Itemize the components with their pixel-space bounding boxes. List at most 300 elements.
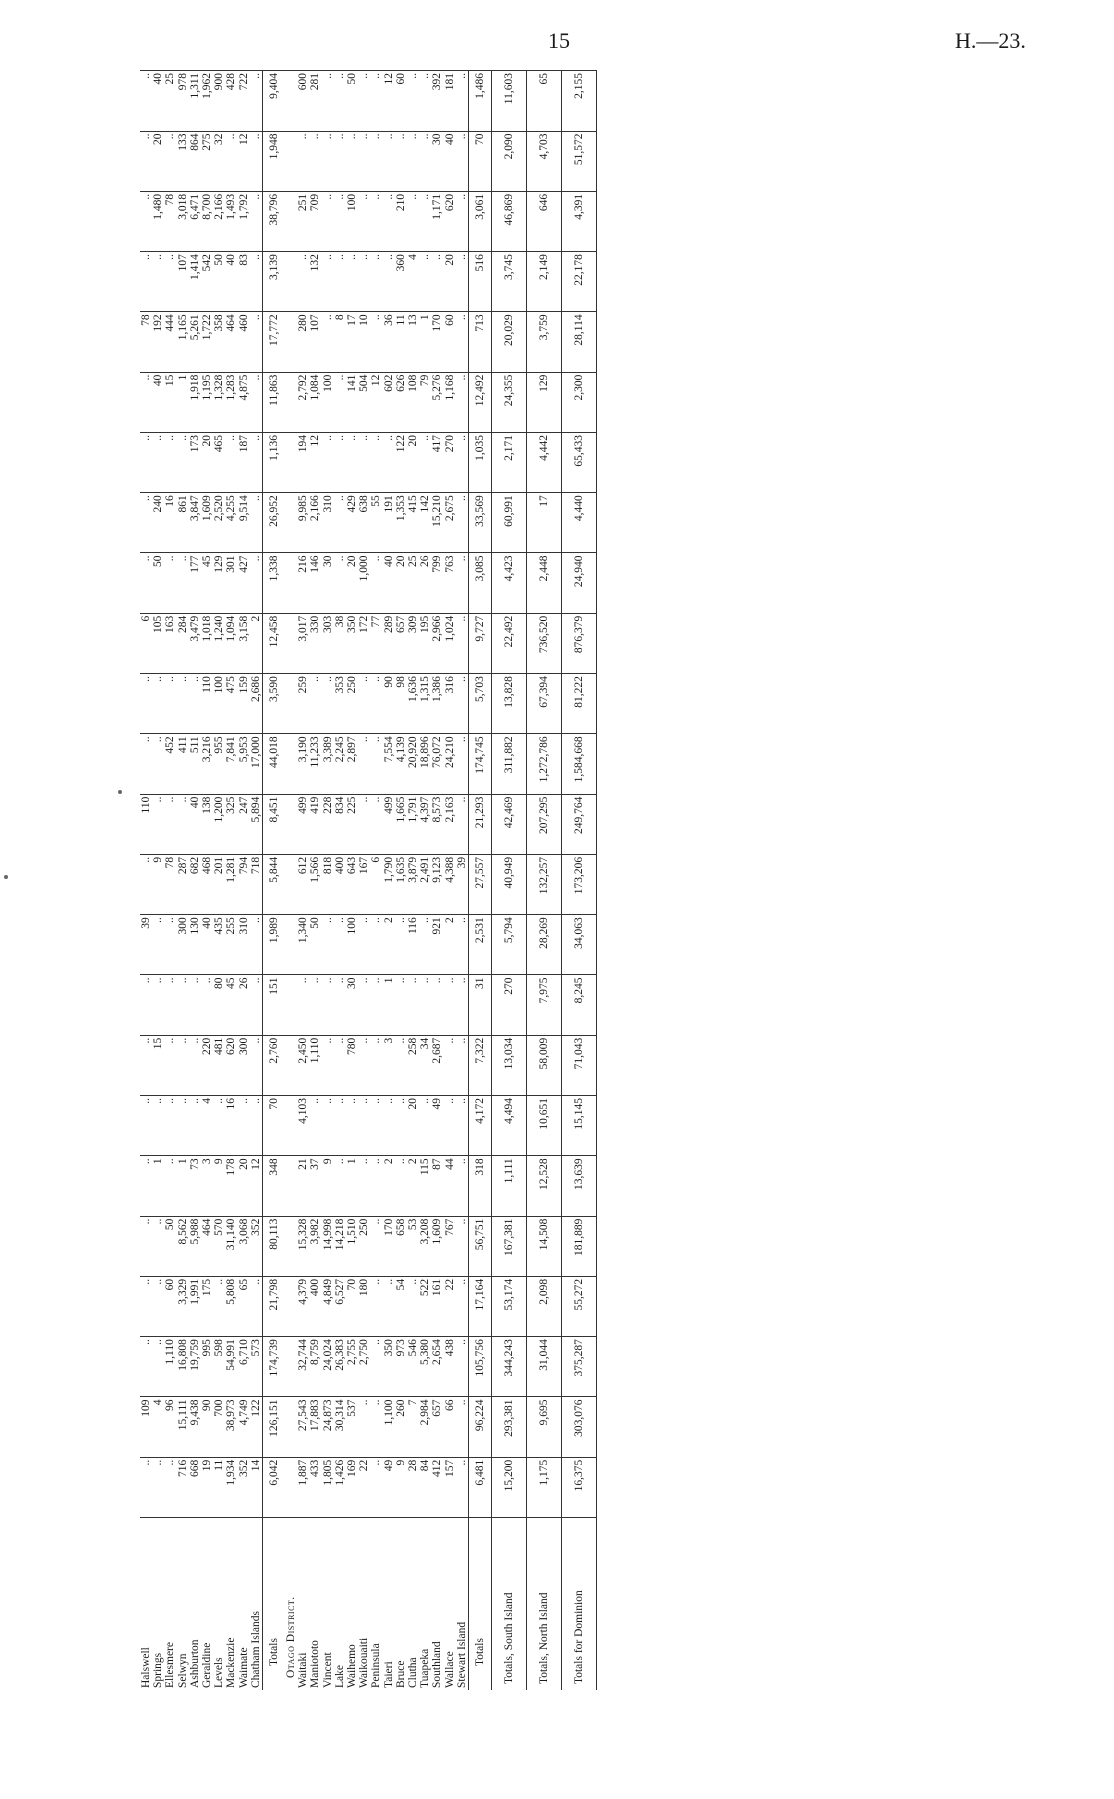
table-cell: .. — [456, 1276, 469, 1336]
table-cell — [285, 794, 297, 854]
table-cell: 14,998 — [322, 1216, 334, 1276]
table-cell: 1,171 — [431, 191, 443, 251]
table-cell: 141 — [346, 372, 358, 432]
table-cell: .. — [177, 1035, 189, 1095]
table-cell: 3,139 — [263, 252, 286, 312]
table-cell: .. — [140, 734, 152, 794]
table-cell: .. — [370, 191, 382, 251]
table-cell: 8,573 — [431, 794, 443, 854]
table-cell: 172 — [358, 613, 370, 673]
table-cell: .. — [140, 1276, 152, 1336]
table-cell: 834 — [334, 794, 346, 854]
table-cell: .. — [250, 975, 263, 1035]
table-cell: 9 — [395, 1457, 407, 1517]
table-cell: 293,381 — [492, 1397, 527, 1457]
table-cell: 1,315 — [419, 674, 431, 734]
row-label: Vincent — [322, 1518, 334, 1691]
table-cell: .. — [456, 975, 469, 1035]
table-body — [140, 71, 597, 1691]
table-cell — [285, 312, 297, 372]
table-cell: .. — [419, 915, 431, 975]
table-cell: 316 — [444, 674, 456, 734]
table-cell: 2,755 — [346, 1337, 358, 1397]
table-cell: 2 — [383, 915, 395, 975]
table-cell: .. — [370, 1035, 382, 1095]
table-cell: 522 — [419, 1276, 431, 1336]
table-cell: 1,168 — [444, 372, 456, 432]
table-cell: .. — [334, 252, 346, 312]
table-cell: 270 — [444, 432, 456, 492]
row-label: Bruce — [395, 1518, 407, 1691]
table-cell: 19,759 — [189, 1337, 201, 1397]
table-cell: 1 — [177, 372, 189, 432]
table-cell: 475 — [225, 674, 237, 734]
table-cell: .. — [444, 1035, 456, 1095]
table-cell: 116 — [407, 915, 419, 975]
table-cell: .. — [383, 1096, 395, 1156]
table-cell: 2,155 — [562, 71, 597, 132]
table-cell: 132 — [309, 252, 321, 312]
table-cell: 1,311 — [189, 71, 201, 132]
table-cell: 20 — [346, 553, 358, 613]
table-cell: 81,222 — [562, 674, 597, 734]
table-cell: .. — [431, 975, 443, 1035]
table-cell: .. — [358, 1035, 370, 1095]
table-cell: 2,098 — [527, 1276, 562, 1336]
table-cell: 1,566 — [309, 854, 321, 914]
table-cell: 5,380 — [419, 1337, 431, 1397]
table-cell: 6 — [370, 854, 382, 914]
table-cell: 12,492 — [469, 372, 492, 432]
table-cell: .. — [297, 131, 309, 191]
table-cell: 1,948 — [263, 131, 286, 191]
table-cell: 228 — [322, 794, 334, 854]
table-cell: 718 — [250, 854, 263, 914]
table-cell: 1,000 — [358, 553, 370, 613]
row-label: Selwyn — [177, 1518, 189, 1691]
table-cell: 3,190 — [297, 734, 309, 794]
table-cell: 2,654 — [431, 1337, 443, 1397]
table-cell: .. — [456, 1096, 469, 1156]
table-cell: 1,493 — [225, 191, 237, 251]
table-cell: 1,480 — [152, 191, 164, 251]
table-cell: .. — [358, 1397, 370, 1457]
table-cell: 6,710 — [238, 1337, 250, 1397]
table-cell: 400 — [334, 854, 346, 914]
row-label: Ellesmere — [164, 1518, 176, 1691]
table-cell: 122 — [250, 1397, 263, 1457]
table-cell: .. — [250, 71, 263, 132]
table-cell: 96,224 — [469, 1397, 492, 1457]
table-row — [309, 71, 321, 1691]
table-cell: 4,103 — [297, 1096, 309, 1156]
total-row — [469, 71, 492, 1691]
table-cell: .. — [370, 312, 382, 372]
table-row — [238, 71, 250, 1691]
table-cell: .. — [189, 975, 201, 1035]
table-cell: 352 — [238, 1457, 250, 1517]
table-cell: 8 — [334, 312, 346, 372]
table-cell: .. — [177, 432, 189, 492]
table-cell: .. — [152, 1096, 164, 1156]
table-cell: 864 — [189, 131, 201, 191]
table-cell: 78 — [164, 191, 176, 251]
table-row — [140, 71, 152, 1691]
table-cell: 2,687 — [431, 1035, 443, 1095]
table-cell: 50 — [309, 915, 321, 975]
table-cell: 1,094 — [225, 613, 237, 673]
table-cell: .. — [334, 131, 346, 191]
table-cell: 170 — [383, 1216, 395, 1276]
table-cell: .. — [152, 1337, 164, 1397]
table-cell: 90 — [383, 674, 395, 734]
table-cell: 26 — [419, 553, 431, 613]
table-cell: 9,695 — [527, 1397, 562, 1457]
table-cell: 240 — [152, 493, 164, 553]
table-cell: 258 — [407, 1035, 419, 1095]
table-cell: 177 — [189, 553, 201, 613]
table-cell: .. — [250, 312, 263, 372]
table-cell: 4 — [407, 252, 419, 312]
table-cell: 259 — [297, 674, 309, 734]
table-cell: 358 — [213, 312, 225, 372]
table-cell: .. — [334, 372, 346, 432]
table-cell: 109 — [140, 1397, 152, 1457]
table-cell: .. — [213, 1096, 225, 1156]
table-cell: 159 — [238, 674, 250, 734]
table-cell: 11,863 — [263, 372, 286, 432]
table-cell: 1,035 — [469, 432, 492, 492]
table-cell: 53,174 — [492, 1276, 527, 1336]
table-cell: 30 — [322, 553, 334, 613]
table-cell: 5,953 — [238, 734, 250, 794]
summary-row — [492, 71, 527, 1691]
table-cell: 7,554 — [383, 734, 395, 794]
table-cell: 163 — [164, 613, 176, 673]
table-cell: 2,166 — [213, 191, 225, 251]
table-cell: 67,394 — [527, 674, 562, 734]
table-cell: .. — [164, 432, 176, 492]
table-cell: 1,281 — [225, 854, 237, 914]
table-cell: .. — [419, 975, 431, 1035]
table-cell: 24,210 — [444, 734, 456, 794]
table-cell: 1,100 — [383, 1397, 395, 1457]
table-cell: .. — [213, 1276, 225, 1336]
table-cell: 20 — [152, 131, 164, 191]
table-cell: .. — [322, 312, 334, 372]
table-cell: 310 — [238, 915, 250, 975]
table-cell: 157 — [444, 1457, 456, 1517]
table-cell: 5,988 — [189, 1216, 201, 1276]
table-cell: 22,178 — [562, 252, 597, 312]
table-cell: 3,982 — [309, 1216, 321, 1276]
table-cell: 33,569 — [469, 493, 492, 553]
table-cell: .. — [322, 674, 334, 734]
table-cell: 818 — [322, 854, 334, 914]
table-cell: 1,791 — [407, 794, 419, 854]
table-cell: 2 — [250, 613, 263, 673]
table-cell: .. — [322, 252, 334, 312]
table-cell: 598 — [213, 1337, 225, 1397]
table-cell: 3,745 — [492, 252, 527, 312]
table-cell — [285, 1276, 297, 1336]
table-cell: 251 — [297, 191, 309, 251]
table-cell: 4,255 — [225, 493, 237, 553]
table-cell: 1,609 — [431, 1216, 443, 1276]
table-row — [250, 71, 263, 1691]
table-row — [322, 71, 334, 1691]
table-cell: 1,609 — [201, 493, 213, 553]
table-cell: 3 — [201, 1156, 213, 1216]
table-cell: .. — [309, 674, 321, 734]
table-cell: 10 — [358, 312, 370, 372]
table-cell: 25 — [164, 71, 176, 132]
table-cell: .. — [419, 432, 431, 492]
table-cell: 780 — [346, 1035, 358, 1095]
table-cell: 281 — [309, 71, 321, 132]
table-cell: 107 — [177, 252, 189, 312]
table-cell: 270 — [492, 975, 527, 1035]
table-cell: 250 — [346, 674, 358, 734]
row-label: Waitaki — [297, 1518, 309, 1691]
table-cell: 643 — [346, 854, 358, 914]
table-cell: 21,293 — [469, 794, 492, 854]
table-cell: 325 — [225, 794, 237, 854]
table-cell — [285, 613, 297, 673]
table-cell: .. — [407, 1276, 419, 1336]
table-cell: .. — [370, 1457, 382, 1517]
table-cell: 289 — [383, 613, 395, 673]
table-cell: 1 — [177, 1156, 189, 1216]
table-cell: 20,920 — [407, 734, 419, 794]
table-cell: 3,158 — [238, 613, 250, 673]
table-cell: 1,991 — [189, 1276, 201, 1336]
table-cell: .. — [152, 1276, 164, 1336]
table-cell: 12 — [370, 372, 382, 432]
table-cell: 360 — [395, 252, 407, 312]
table-cell: 44,018 — [263, 734, 286, 794]
table-cell: 76,072 — [431, 734, 443, 794]
table-cell: 40 — [152, 71, 164, 132]
table-cell: 419 — [309, 794, 321, 854]
table-cell: 516 — [469, 252, 492, 312]
table-cell: 4,875 — [238, 372, 250, 432]
table-cell: 4,494 — [492, 1096, 527, 1156]
table-cell: 353 — [334, 674, 346, 734]
table-cell: 100 — [322, 372, 334, 432]
table-cell: .. — [444, 1096, 456, 1156]
table-cell: .. — [140, 493, 152, 553]
table-cell: .. — [358, 1156, 370, 1216]
table-cell: 9,404 — [263, 71, 286, 132]
table-cell: .. — [358, 71, 370, 132]
table-cell: 3,847 — [189, 493, 201, 553]
table-cell: 400 — [309, 1276, 321, 1336]
table-cell: 4,379 — [297, 1276, 309, 1336]
table-cell: 65 — [238, 1276, 250, 1336]
table-cell: .. — [370, 794, 382, 854]
table-cell: 17 — [527, 493, 562, 553]
table-cell: 100 — [213, 674, 225, 734]
table-cell: 26,383 — [334, 1337, 346, 1397]
row-label: Mackenzie — [225, 1518, 237, 1691]
table-cell: .. — [358, 975, 370, 1035]
table-cell: 66 — [444, 1397, 456, 1457]
table-cell: 54,991 — [225, 1337, 237, 1397]
table-cell: 7,975 — [527, 975, 562, 1035]
table-cell: 173 — [189, 432, 201, 492]
table-cell: .. — [370, 674, 382, 734]
table-cell: 2,163 — [444, 794, 456, 854]
table-cell: 84 — [419, 1457, 431, 1517]
table-cell: 187 — [238, 432, 250, 492]
table-cell: 709 — [309, 191, 321, 251]
table-cell: .. — [164, 131, 176, 191]
table-cell: 468 — [201, 854, 213, 914]
row-label: Totals, North Island — [527, 1518, 562, 1691]
table-cell: 955 — [213, 734, 225, 794]
table-cell: 201 — [213, 854, 225, 914]
table-cell: 14,218 — [334, 1216, 346, 1276]
table-cell: 2 — [444, 915, 456, 975]
table-cell: .. — [370, 1216, 382, 1276]
table-cell: .. — [395, 131, 407, 191]
row-label: Waimate — [238, 1518, 250, 1691]
table-cell: 435 — [213, 915, 225, 975]
table-cell: 210 — [395, 191, 407, 251]
table-cell: 129 — [527, 372, 562, 432]
table-cell: 216 — [297, 553, 309, 613]
table-cell: 3 — [383, 1035, 395, 1095]
table-cell: 87 — [431, 1156, 443, 1216]
table-cell: 20,029 — [492, 312, 527, 372]
table-cell: 303,076 — [562, 1397, 597, 1457]
table-cell: 161 — [431, 1276, 443, 1336]
table-cell: .. — [407, 975, 419, 1035]
table-cell: 45 — [201, 553, 213, 613]
table-cell: 9 — [152, 854, 164, 914]
table-cell: 1,414 — [189, 252, 201, 312]
table-cell: .. — [358, 252, 370, 312]
table-cell: .. — [152, 432, 164, 492]
table-cell: 2,686 — [250, 674, 263, 734]
table-cell: 2,520 — [213, 493, 225, 553]
table-row — [334, 71, 346, 1691]
table-cell: 4,442 — [527, 432, 562, 492]
table-cell: .. — [177, 1096, 189, 1156]
table-cell: 626 — [395, 372, 407, 432]
table-cell: 1,962 — [201, 71, 213, 132]
table-cell: .. — [370, 1096, 382, 1156]
table-cell: 900 — [213, 71, 225, 132]
table-cell: 38 — [334, 613, 346, 673]
table-cell: .. — [140, 1216, 152, 1276]
table-cell: 6 — [140, 613, 152, 673]
table-cell: 22 — [444, 1276, 456, 1336]
table-cell: 995 — [201, 1337, 213, 1397]
table-cell: 700 — [213, 1397, 225, 1457]
table-cell: 207,295 — [527, 794, 562, 854]
table-cell: 78 — [164, 854, 176, 914]
table-cell: 12 — [383, 71, 395, 132]
table-cell: 250 — [358, 1216, 370, 1276]
table-cell: 167,381 — [492, 1216, 527, 1276]
table-cell: 194 — [297, 432, 309, 492]
table-cell: 344,243 — [492, 1337, 527, 1397]
table-cell: .. — [456, 191, 469, 251]
row-label: Clutha — [407, 1518, 419, 1691]
table-cell: 318 — [469, 1156, 492, 1216]
table-cell: 255 — [225, 915, 237, 975]
table-cell: 444 — [164, 312, 176, 372]
table-cell: .. — [140, 1096, 152, 1156]
table-cell: 12,528 — [527, 1156, 562, 1216]
table-cell: 1,283 — [225, 372, 237, 432]
row-label: Maniototo — [309, 1518, 321, 1691]
table-cell: .. — [370, 71, 382, 132]
table-cell: 181 — [444, 71, 456, 132]
table-cell: 1 — [152, 1156, 164, 1216]
table-cell — [285, 674, 297, 734]
table-cell: .. — [322, 432, 334, 492]
table-cell: 1,165 — [177, 312, 189, 372]
table-cell: .. — [140, 1457, 152, 1517]
table-cell: 1,136 — [263, 432, 286, 492]
table-cell: 12 — [309, 432, 321, 492]
table-cell: .. — [250, 915, 263, 975]
table-cell: 8,759 — [309, 1337, 321, 1397]
table-cell: .. — [334, 975, 346, 1035]
table-cell: 60 — [164, 1276, 176, 1336]
table-cell: 350 — [383, 1337, 395, 1397]
table-cell: .. — [358, 674, 370, 734]
table-cell: 40 — [152, 372, 164, 432]
table-row — [444, 71, 456, 1691]
table-cell: 620 — [444, 191, 456, 251]
table-cell: 1,024 — [444, 613, 456, 673]
table-cell: 2,792 — [297, 372, 309, 432]
table-cell: 132,257 — [527, 854, 562, 914]
table-cell: 80 — [213, 975, 225, 1035]
table-cell: 5,276 — [431, 372, 443, 432]
table-row — [456, 71, 469, 1691]
table-cell: 861 — [177, 493, 189, 553]
table-cell: .. — [383, 1276, 395, 1336]
row-label: Halswell — [140, 1518, 152, 1691]
table-cell: 56,751 — [469, 1216, 492, 1276]
table-cell: .. — [334, 191, 346, 251]
table-cell: 13,828 — [492, 674, 527, 734]
table-cell: 6,042 — [263, 1457, 286, 1517]
table-cell: .. — [346, 1096, 358, 1156]
table-row — [152, 71, 164, 1691]
table-cell: .. — [189, 1035, 201, 1095]
table-cell: 300 — [238, 1035, 250, 1095]
table-cell: 30,314 — [334, 1397, 346, 1457]
table-cell: 481 — [213, 1035, 225, 1095]
table-cell: 31 — [469, 975, 492, 1035]
table-cell: 167 — [358, 854, 370, 914]
table-cell: .. — [370, 915, 382, 975]
table-cell: 722 — [238, 71, 250, 132]
table-cell: .. — [225, 131, 237, 191]
table-cell: 24,024 — [322, 1337, 334, 1397]
table-cell: 5,844 — [263, 854, 286, 914]
table-cell: .. — [309, 1096, 321, 1156]
table-cell: .. — [334, 432, 346, 492]
table-cell: 602 — [383, 372, 395, 432]
table-cell: 7 — [407, 1397, 419, 1457]
